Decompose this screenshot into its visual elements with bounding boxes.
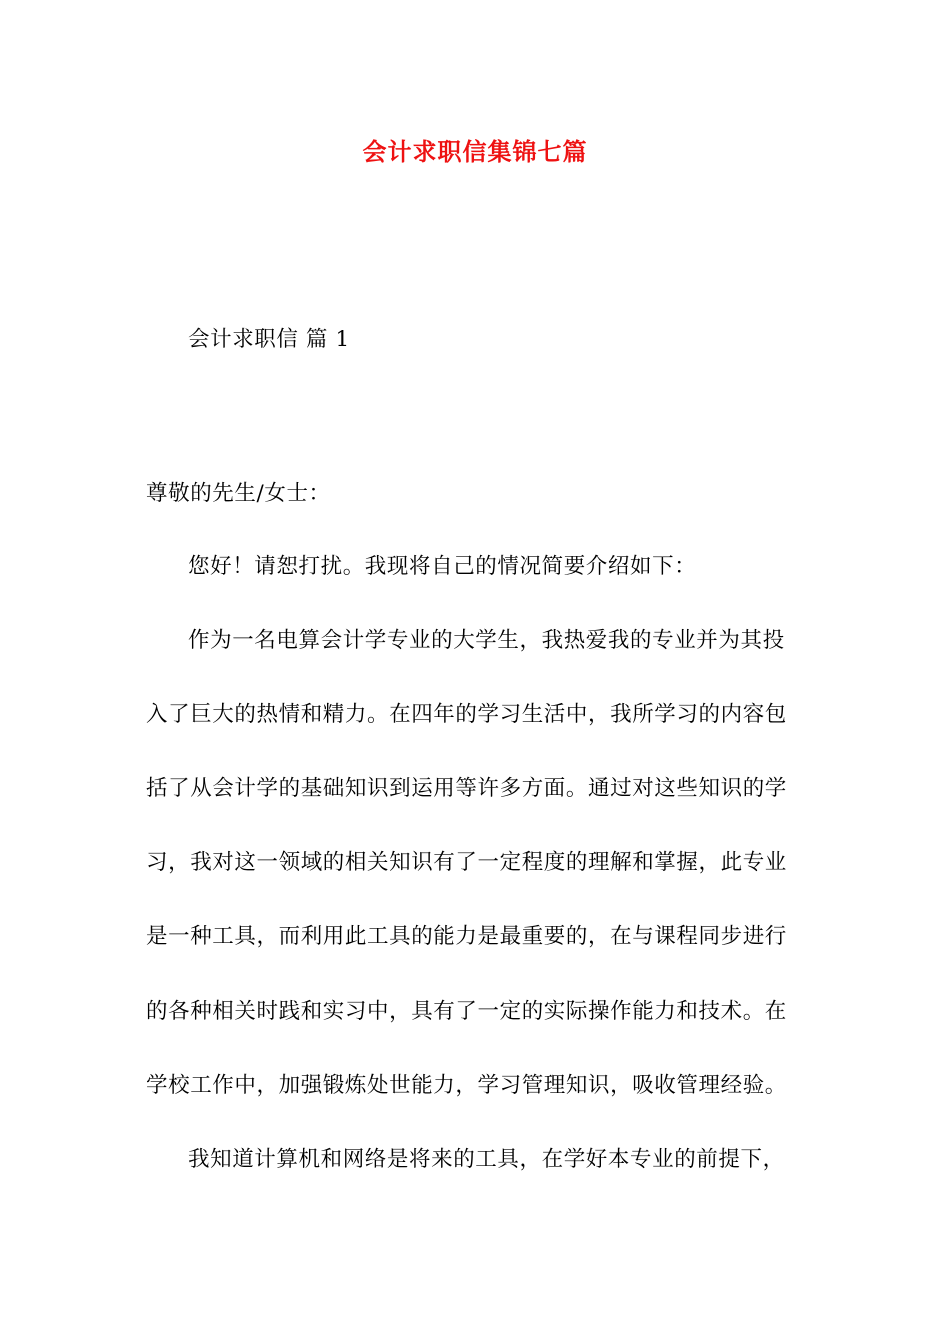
paragraph-line: 是一种工具，而利用此工具的能力是最重要的，在与课程同步进行 [146,924,787,949]
paragraph-line: 入了巨大的热情和精力。在四年的学习生活中，我所学习的内容包 [146,702,787,727]
document-title: 会计求职信集锦七篇 [362,137,588,166]
salutation: 尊敬的先生/女士： [146,481,331,506]
section-heading: 会计求职信 篇 1 [188,327,350,352]
paragraph-line: 作为一名电算会计学专业的大学生，我热爱我的专业并为其投 [188,628,785,653]
paragraph-line: 括了从会计学的基础知识到运用等许多方面。通过对这些知识的学 [146,776,787,801]
paragraph-line: 的各种相关时践和实习中，具有了一定的实际操作能力和技术。在 [146,999,787,1024]
paragraph-line: 学校工作中，加强锻炼处世能力，学习管理知识，吸收管理经验。 [146,1073,787,1098]
paragraph-line: 习，我对这一领域的相关知识有了一定程度的理解和掌握，此专业 [146,850,787,875]
paragraph-greeting: 您好！请恕打扰。我现将自己的情况简要介绍如下： [188,554,697,579]
paragraph-line: 我知道计算机和网络是将来的工具，在学好本专业的前提下， [188,1147,785,1172]
